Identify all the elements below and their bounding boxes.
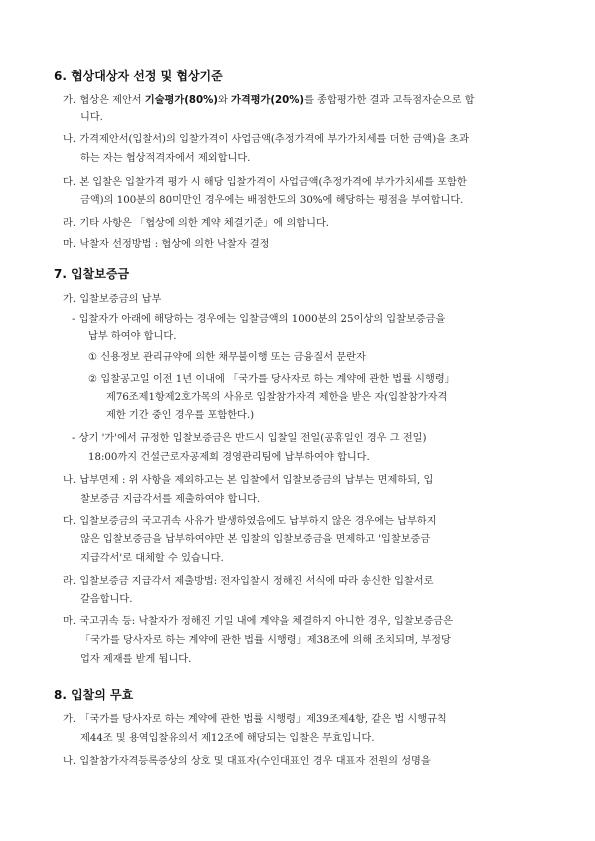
s8-item-ga-cont: 제44조 및 용역입찰유의서 제12조에 해당되는 입찰은 무효입니다. (80, 733, 375, 744)
s6-item-na-cont: 하는 자는 협상적격자에서 제외합니다. (80, 153, 251, 164)
s6-item-da (63, 176, 467, 190)
s7-item-da (63, 515, 437, 529)
item-marker: 가. (63, 294, 77, 305)
item-text-mid: 와 (217, 95, 232, 106)
item-marker: 나. (63, 134, 77, 145)
item-text-post: 를 종합평가한 결과 고득점자순으로 합 (304, 95, 475, 106)
s7-circ-1 (88, 351, 366, 365)
item-text: 신용정보 관리규약에 의한 채무불이행 또는 금융질서 문란자 (100, 352, 366, 363)
item-text-pre: 협상은 제안서 (79, 95, 145, 106)
s6-item-ga (63, 94, 475, 108)
dash-marker: - (72, 433, 76, 444)
tech-eval-bold: 기술평가(80%) (144, 95, 218, 106)
item-text: 상기 '가'에서 규정한 입찰보증금은 반드시 입찰일 전일(공휴일인 경우 그 전일) (78, 433, 427, 444)
item-marker: 다. (63, 177, 77, 188)
s6-item-na (63, 133, 469, 147)
item-marker: 나. (63, 756, 77, 767)
s8-item-na (63, 755, 431, 769)
item-text: 기타 사항은 「협상에 의한 계약 체결기준」에 의합니다. (79, 218, 330, 229)
circled-number-marker: ② (88, 374, 98, 385)
item-marker: 가. (63, 714, 77, 725)
item-text: 가격제안서(입찰서)의 입찰가격이 사업금액(추정가격에 부가가치세를 더한 금액)을 초과 (79, 134, 469, 145)
s6-item-ga-cont: 니다. (80, 112, 103, 123)
s7-item-ra (63, 575, 433, 589)
s7-circ-2-cont-2: 제한 기간 중인 경우를 포함한다.) (106, 410, 255, 421)
s7-dash-1 (72, 313, 445, 327)
section-7-heading: 7. 입찰보증금 (54, 267, 130, 281)
item-text: 입찰공고일 이전 1년 이내에 「국가를 당사자로 하는 계약에 관한 법률 시행령」 (100, 374, 455, 385)
item-marker: 라. (63, 576, 77, 587)
s7-circ-2-cont-1: 제76조제1항제2호가목의 사유로 입찰참가자격 제한을 받은 자(입찰참가자격 (106, 392, 448, 403)
s8-item-ga (63, 713, 447, 727)
s7-dash-2-cont: 18:00까지 건설근로자공제회 경영관리팀에 납부하여야 합니다. (88, 452, 370, 463)
item-text: 입찰보증금 지급각서 제출방법: 전자입찰시 정해진 서식에 따라 송신한 입찰서로 (79, 576, 434, 587)
price-eval-bold: 가격평가(20%) (231, 95, 305, 106)
s7-item-ma-cont-2: 업자 제재를 받게 됩니다. (80, 654, 192, 665)
item-text: 입찰보증금의 국고귀속 사유가 발생하였음에도 납부하지 않은 경우에는 납부하지 (79, 516, 437, 527)
s7-item-ga (63, 293, 161, 307)
item-text: 낙찰자 선정방법 : 협상에 의한 낙찰자 결정 (79, 239, 270, 250)
s7-circ-2 (88, 373, 455, 387)
s7-item-na-cont: 찰보증금 지급각서를 제출하여야 합니다. (80, 494, 261, 505)
item-marker: 마. (63, 616, 77, 627)
s7-item-ma-cont-1: 「국가를 당사자로 하는 계약에 관한 법률 시행령」제38조에 의해 조치되며, 부정당 (80, 635, 451, 646)
s6-item-da-cont: 금액)의 100분의 80미만인 경우에는 배점한도의 30%에 해당하는 평점을 부여합니다. (80, 195, 464, 206)
item-marker: 나. (63, 475, 77, 486)
item-text: 입찰자가 아래에 해당하는 경우에는 입찰금액의 1000분의 25이상의 입찰보증금을 (78, 314, 446, 325)
item-marker: 라. (63, 218, 77, 229)
s7-item-ma (63, 615, 453, 629)
item-marker: 가. (63, 95, 77, 106)
s6-item-ra (63, 217, 329, 231)
s7-item-ra-cont: 갈음합니다. (80, 594, 133, 605)
item-text: 납부면제 : 위 사항을 제외하고는 본 입찰에서 입찰보증금의 납부는 면제하되, 입 (79, 475, 434, 486)
s7-item-da-cont-2: 지급각서'로 대체할 수 있습니다. (80, 553, 224, 564)
item-text: 국고귀속 등: 낙찰자가 정해진 기일 내에 계약을 체결하지 아니한 경우, 입찰보증금은 (79, 616, 453, 627)
dash-marker: - (72, 314, 76, 325)
item-text: 본 입찰은 입찰가격 평가 시 해당 입찰가격이 사업금액(추정가격에 부가가치세를 포함한 (79, 177, 467, 188)
item-text: 입찰참가자격등록증상의 상호 및 대표자(수인대표인 경우 대표자 전원의 성명을 (79, 756, 431, 767)
section-6-heading: 6. 협상대상자 선정 및 협상기준 (54, 69, 223, 83)
s7-dash-1-cont: 납부 하여야 합니다. (88, 331, 177, 342)
item-text: 입찰보증금의 납부 (79, 294, 162, 305)
section-8-heading: 8. 입찰의 무효 (54, 688, 134, 702)
item-marker: 다. (63, 516, 77, 527)
item-text: 「국가를 당사자로 하는 계약에 관한 법률 시행령」제39조제4항, 같은 법 시행규칙 (79, 714, 447, 725)
s7-item-da-cont-1: 않은 입찰보증금을 납부하여야만 본 입찰의 입찰보증금을 면제하고 '입찰보증금 (80, 534, 431, 545)
s7-dash-2 (72, 432, 426, 446)
s6-item-ma (63, 238, 270, 252)
s7-item-na (63, 474, 433, 488)
item-marker: 마. (63, 239, 77, 250)
circled-number-marker: ① (88, 352, 98, 363)
